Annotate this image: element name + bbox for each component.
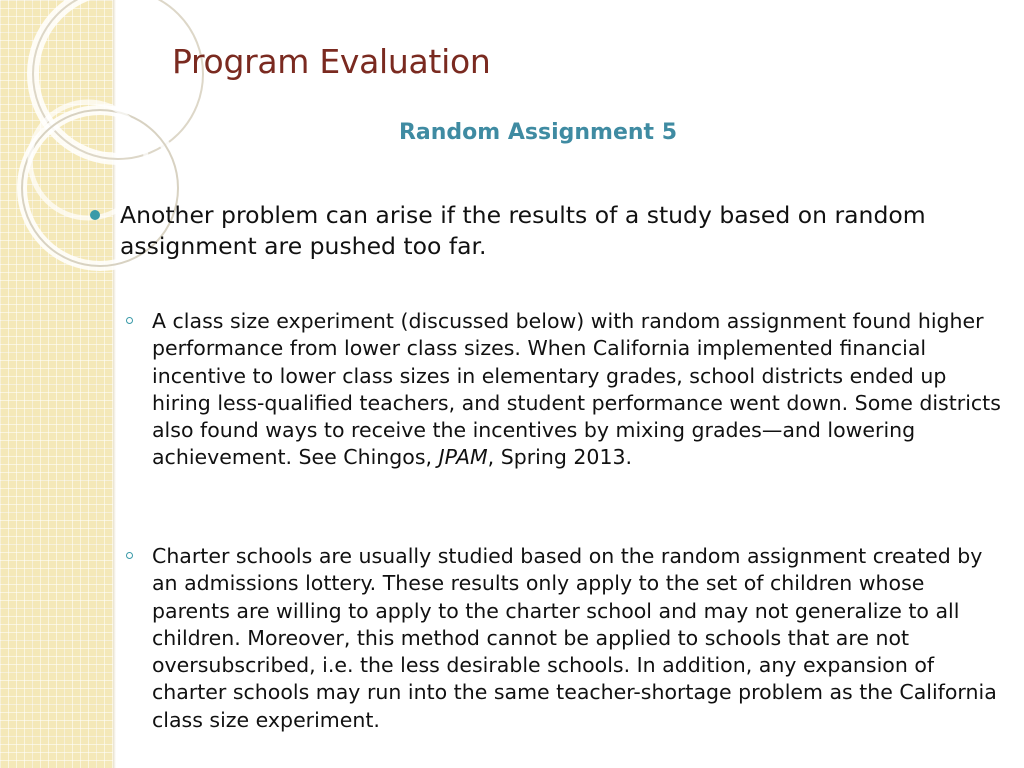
- sub-bullet-charter-schools: [122, 543, 1002, 734]
- main-bullet-text: Another problem can arise if the results of a study based on random assignment are pushed too far.: [120, 201, 926, 260]
- main-bullet: [89, 200, 999, 262]
- hollow-bullet-icon: [126, 317, 133, 324]
- citation-rest: , Spring 2013.: [487, 445, 633, 470]
- slide-title: Program Evaluation: [172, 42, 491, 81]
- sub-bullet-text: [152, 308, 1002, 472]
- slide-subtitle: Random Assignment 5: [398, 120, 678, 145]
- sub-bullet-body: A class size experiment (discussed below) with random assignment found higher performance from lower class sizes. When California implemented financial incentive to lower class sizes in elementary grades, school districts ended up hiring less-qualified teachers, and student performance went down. Some districts also found ways to receive the incentives by mixing grades—and lowering achievement. See Chingos,: [152, 309, 1001, 470]
- hollow-bullet-icon: [126, 552, 133, 559]
- sub-bullet-class-size: [122, 308, 1002, 472]
- sub-bullet-text: Charter schools are usually studied based on the random assignment created by an admissions lottery. These results only apply to the set of children whose parents are willing to apply to the charter school and may not generalize to all children. Moreover, this method cannot be applied to schools that are not oversubscribed, i.e. the less desirable schools. In addition, any expansion of charter schools may run into the same teacher-shortage problem as the California class size experiment.: [152, 544, 997, 732]
- citation-journal: JPAM: [438, 445, 488, 470]
- filled-bullet-icon: [90, 210, 100, 220]
